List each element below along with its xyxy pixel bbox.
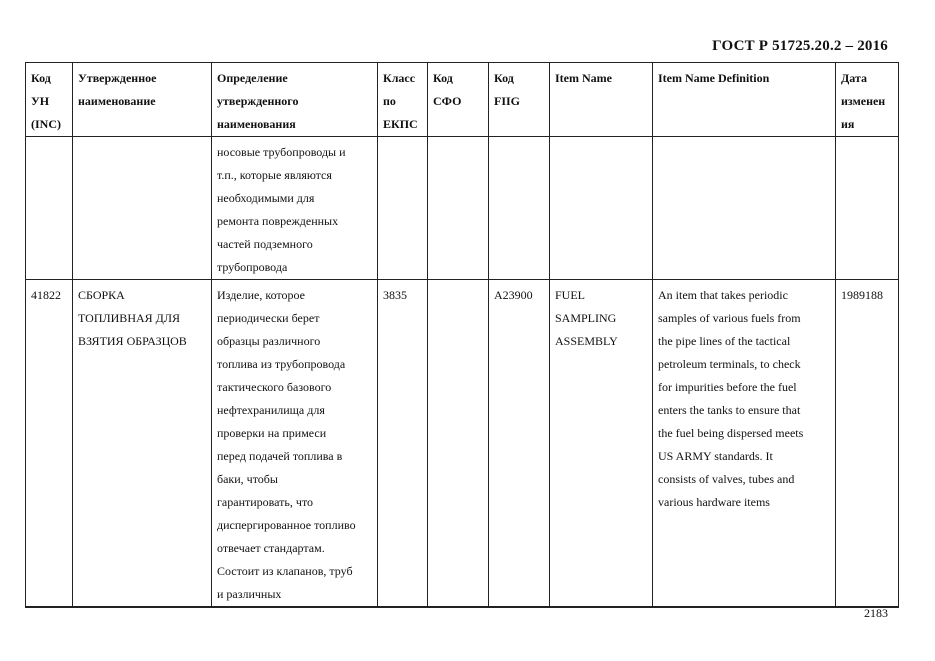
page-number: 2183 [864,606,888,620]
header-sfo-code [428,63,489,137]
text-line: наименование [78,94,156,108]
text-line: enters the tanks to ensure that [658,403,801,417]
text-line: FIIG [494,94,521,108]
text-line: наименования [217,117,296,131]
cell-change-date: 1989188 [836,280,899,608]
text-line: и различных [217,587,282,601]
text-line: тактического базового [217,380,332,394]
text-line: Код [494,71,514,85]
text-line: изменен [841,94,886,108]
text-line: проверки на примеси [217,426,327,440]
text-line: for impurities before the fuel [658,380,797,394]
text-line: Состоит из клапанов, труб [217,564,353,578]
cell-inc [26,137,73,280]
text-line: various hardware items [658,495,770,509]
text-line: перед подачей топлива в [217,449,343,463]
cell-fiig-code [489,137,550,280]
header-item-name [550,63,653,137]
cell-fiig-code: A23900 [489,280,550,608]
cell-item-name-definition [653,137,836,280]
cell-item-name-definition [653,280,836,608]
text-line: samples of various fuels from [658,311,801,325]
text-line: Код [31,71,51,85]
text-line: petroleum terminals, to check [658,357,801,371]
text-line: частей подземного [217,237,313,251]
text-line: FUEL [555,288,585,302]
text-line: ВЗЯТИЯ ОБРАЗЦОВ [78,334,187,348]
cell-change-date [836,137,899,280]
catalog-table [25,62,899,608]
cell-item-name [550,137,653,280]
cell-item-name [550,280,653,608]
text-line: трубопровода [217,260,288,274]
text-line: образцы различного [217,334,321,348]
text-line: баки, чтобы [217,472,278,486]
text-line: ТОПЛИВНАЯ ДЛЯ [78,311,180,325]
text-line: Утвержденное [78,71,157,85]
text-line: Item Name [555,71,612,85]
text-line: Класс [383,71,416,85]
text-line: периодически берет [217,311,320,325]
cell-ekps-class: 3835 [378,280,428,608]
cell-definition [212,137,378,280]
text-line: гарантировать, что [217,495,314,509]
cell-sfo-code [428,280,489,608]
text-line: ия [841,117,855,131]
header-inc [26,63,73,137]
text-line: по [383,94,396,108]
text-line: необходимыми для [217,191,315,205]
table-row [26,280,899,608]
text-line: СФО [433,94,462,108]
text-line: нефтехранилища для [217,403,325,417]
text-line: топлива из трубопровода [217,357,346,371]
text-line: US ARMY standards. It [658,449,773,463]
text-line: ремонта поврежденных [217,214,339,228]
header-item-name-definition [653,63,836,137]
text-line: носовые трубопроводы и [217,145,346,159]
text-line: Дата [841,71,867,85]
text-line: утвержденного [217,94,299,108]
header-approved-name [73,63,212,137]
table-row [26,137,899,280]
text-line: диспергированное топливо [217,518,356,532]
text-line: the pipe lines of the tactical [658,334,791,348]
cell-sfo-code [428,137,489,280]
header-change-date [836,63,899,137]
table-header-row [26,63,899,137]
cell-inc: 41822 [26,280,73,608]
text-line: т.п., которые являются [217,168,332,182]
text-line: Item Name Definition [658,71,770,85]
text-line: УН [31,94,50,108]
cell-definition [212,280,378,608]
text-line: ASSEMBLY [555,334,618,348]
text-line: Код [433,71,453,85]
cell-approved-name [73,137,212,280]
text-line: An item that takes periodic [658,288,788,302]
header-ekps-class [378,63,428,137]
text-line: the fuel being dispersed meets [658,426,804,440]
text-line: СБОРКА [78,288,125,302]
text-line: (INC) [31,117,61,131]
text-line: consists of valves, tubes and [658,472,795,486]
cell-approved-name [73,280,212,608]
header-definition [212,63,378,137]
header-fiig-code [489,63,550,137]
text-line: отвечает стандартам. [217,541,325,555]
text-line: SAMPLING [555,311,617,325]
text-line: Определение [217,71,288,85]
text-line: Изделие, которое [217,288,305,302]
cell-ekps-class [378,137,428,280]
text-line: ЕКПС [383,117,418,131]
document-standard-id: ГОСТ Р 51725.20.2 – 2016 [712,38,888,54]
